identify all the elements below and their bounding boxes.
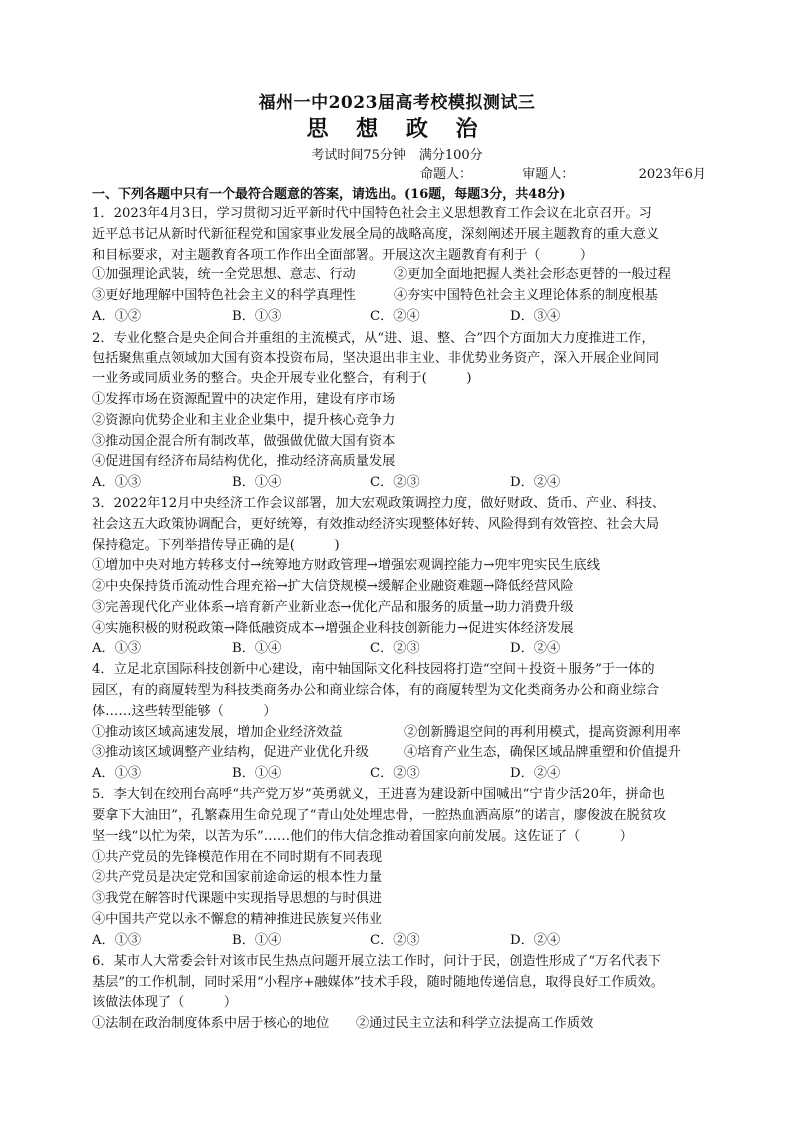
q2-choice-d[interactable]: D．②④ (510, 475, 561, 490)
exam-credits (420, 163, 706, 182)
q6-option-1: ①法制在政治制度体系中居于核心的地位 (92, 1016, 330, 1031)
q2-choice-c[interactable]: C．②③ (370, 475, 420, 490)
q2-option-3: ③推动国企混合所有制改革，做强做优做大国有资本 (92, 434, 396, 449)
q2-option-1: ①发挥市场在资源配置中的决定作用，建设有序市场 (92, 392, 396, 407)
q5-line-1: 5．李大钊在绞刑台高呼“共产党万岁”英勇就义，王进喜为建设新中国喊出“宁肯少活20年，拼命也 (92, 787, 665, 802)
q2-line-1: 2．专业化整合是央企间合并重组的主流模式，从“进、退、整、合”四个方面加大力度推进工作， (92, 331, 655, 346)
q1-choice-b[interactable]: B．①③ (232, 309, 282, 324)
q2-option-4: ④促进国有经济布局结构优化，推动经济高质量发展 (92, 454, 396, 469)
q4-choice-b[interactable]: B．①④ (232, 766, 282, 781)
q3-option-1: ①增加中央对地方转移支付→统筹地方财政管理→增强宏观调控能力→兜牢兜实民生底线 (92, 558, 600, 573)
q6-line-3: 该做法体现了（ ） (92, 995, 238, 1010)
exam-title: 福州一中2023届高考校模拟测试三 (258, 93, 536, 113)
q3-choice-b[interactable]: B．①④ (232, 641, 282, 656)
q4-choice-d[interactable]: D．②④ (510, 766, 561, 781)
q1-choice-c[interactable]: C．②④ (370, 309, 420, 324)
q1-line-2: 近平总书记从新时代新征程党和国家事业发展全局的战略高度，深刻阐述开展主题教育的重大意义 (92, 227, 660, 242)
q3-option-2: ②中央保持货币流动性合理充裕→扩大信贷规模→缓解企业融资难题→降低经营风险 (92, 579, 574, 594)
q3-line-2: 社会这五大政策协调配合，更好统筹，有效推动经济实现整体好转、风险得到有效管控、社会大局 (92, 517, 660, 532)
q1-option-2: ②更加全面地把握人类社会形态更替的一般过程 (394, 267, 671, 282)
q4-line-1: 4．立足北京国际科技创新中心建设，南中轴国际文化科技园将打造“空间＋投资＋服务”于一体的 (92, 662, 655, 677)
q5-option-1: ①共产党员的先锋模范作用在不同时期有不同表现 (92, 850, 383, 865)
q3-option-4: ④实施积极的财税政策→降低融资成本→增强企业科技创新能力→促进实体经济发展 (92, 621, 574, 636)
q5-option-3: ③我党在解答时代课题中实现指导思想的与时俱进 (92, 891, 383, 906)
q6-option-2: ②通过民主立法和科学立法提高工作质效 (356, 1016, 594, 1031)
q5-option-4: ④中国共产党以永不懈怠的精神推进民族复兴伟业 (92, 912, 383, 927)
q3-choice-d[interactable]: D．②④ (510, 641, 561, 656)
q4-choice-a[interactable]: A．①③ (92, 766, 142, 781)
q1-line-3: 和目标要求，对主题教育各项工作作出全面部署。开展这次主题教育有利于（ ） (92, 248, 594, 263)
subject-title: 思 想 政 治 (306, 116, 488, 142)
q3-choice-c[interactable]: C．②③ (370, 641, 420, 656)
exam-date: 2023年6月 (638, 167, 706, 182)
q6-line-1: 6．某市人大常委会针对该市民生热点问题开展立法工作时，问计于民，创造性形成了“万名代表下 (92, 954, 662, 969)
q3-line-3: 保持稳定。下列举措传导正确的是( ) (92, 538, 340, 553)
q2-line-3: 一业务或同质业务的整合。央企开展专业化整合，有利于( ) (92, 371, 472, 386)
q4-choice-c[interactable]: C．②③ (370, 766, 420, 781)
q6-line-2: 基层”的工作机制，同时采用“小程序+融媒体”技术手段，随时随地传递信息，取得良好工作质效。 (92, 975, 664, 990)
q5-choice-a[interactable]: A．①③ (92, 933, 142, 948)
q2-line-2: 包括聚焦重点领域加大国有资本投资布局，坚决退出非主业、非优势业务资产，深入开展企业间同 (92, 351, 660, 366)
q5-line-2: 要拿下大油田”，孔繁森用生命兑现了“青山处处埋忠骨，一腔热血洒高原”的诺言，廖俊波在脱贫攻 (92, 808, 667, 823)
q1-option-4: ④夯实中国特色社会主义理论体系的制度根基 (394, 288, 658, 303)
q1-option-1: ①加强理论武装，统一全党思想、意志、行动 (92, 267, 356, 282)
q2-choice-b[interactable]: B．①④ (232, 475, 282, 490)
q5-line-3: 坚一线“以忙为荣，以苦为乐”……他们的伟大信念推动着国家向前发展。这佐证了（ ） (92, 829, 633, 844)
q2-option-2: ②资源向优势企业和主业企业集中，提升核心竞争力 (92, 413, 396, 428)
q3-option-3: ③完善现代化产业体系→培育新产业新业态→优化产品和服务的质量→助力消费升级 (92, 600, 574, 615)
q5-option-2: ②共产党员是决定党和国家前途命运的根本性力量 (92, 870, 383, 885)
q3-line-1: 3．2022年12月中央经济工作会议部署，加大宏观政策调控力度，做好财政、货币、产业、科技、 (92, 496, 666, 511)
q1-option-3: ③更好地理解中国特色社会主义的科学真理性 (92, 288, 356, 303)
q5-choice-b[interactable]: B．①④ (232, 933, 282, 948)
q1-choice-a[interactable]: A．①② (92, 309, 142, 324)
q4-option-3: ③推动该区域调整产业结构，促进产业优化升级 (92, 745, 369, 760)
q4-option-1: ①推动该区域高速发展，增加企业经济效益 (92, 725, 343, 740)
author-label: 命题人： (420, 167, 473, 182)
q5-choice-d[interactable]: D．②④ (510, 933, 561, 948)
q4-option-2: ②创新腾退空间的再利用模式，提高资源利用率 (404, 725, 681, 740)
reviewer-label: 审题人： (522, 167, 575, 182)
q4-line-2: 园区，有的商厦转型为科技类商务办公和商业综合体，有的商厦转型为文化类商务办公和商业综合 (92, 683, 660, 698)
q4-option-4: ④培育产业生态，确保区域品牌重塑和价值提升 (404, 745, 681, 760)
q1-line-1: 1．2023年4月3日，学习贯彻习近平新时代中国特色社会主义思想教育工作会议在北京召开。习 (92, 206, 652, 221)
q2-choice-a[interactable]: A．①③ (92, 475, 142, 490)
q3-choice-a[interactable]: A．①③ (92, 641, 142, 656)
exam-info: 考试时间75分钟 满分100分 (311, 148, 483, 163)
q4-line-3: 体……这些转型能够（ ） (92, 704, 277, 719)
q1-choice-d[interactable]: D．③④ (510, 309, 561, 324)
q5-choice-c[interactable]: C．②③ (370, 933, 420, 948)
section-heading: 一、下列各题中只有一个最符合题意的答案，请选出。(16题，每题3分，共48分) (92, 187, 566, 202)
